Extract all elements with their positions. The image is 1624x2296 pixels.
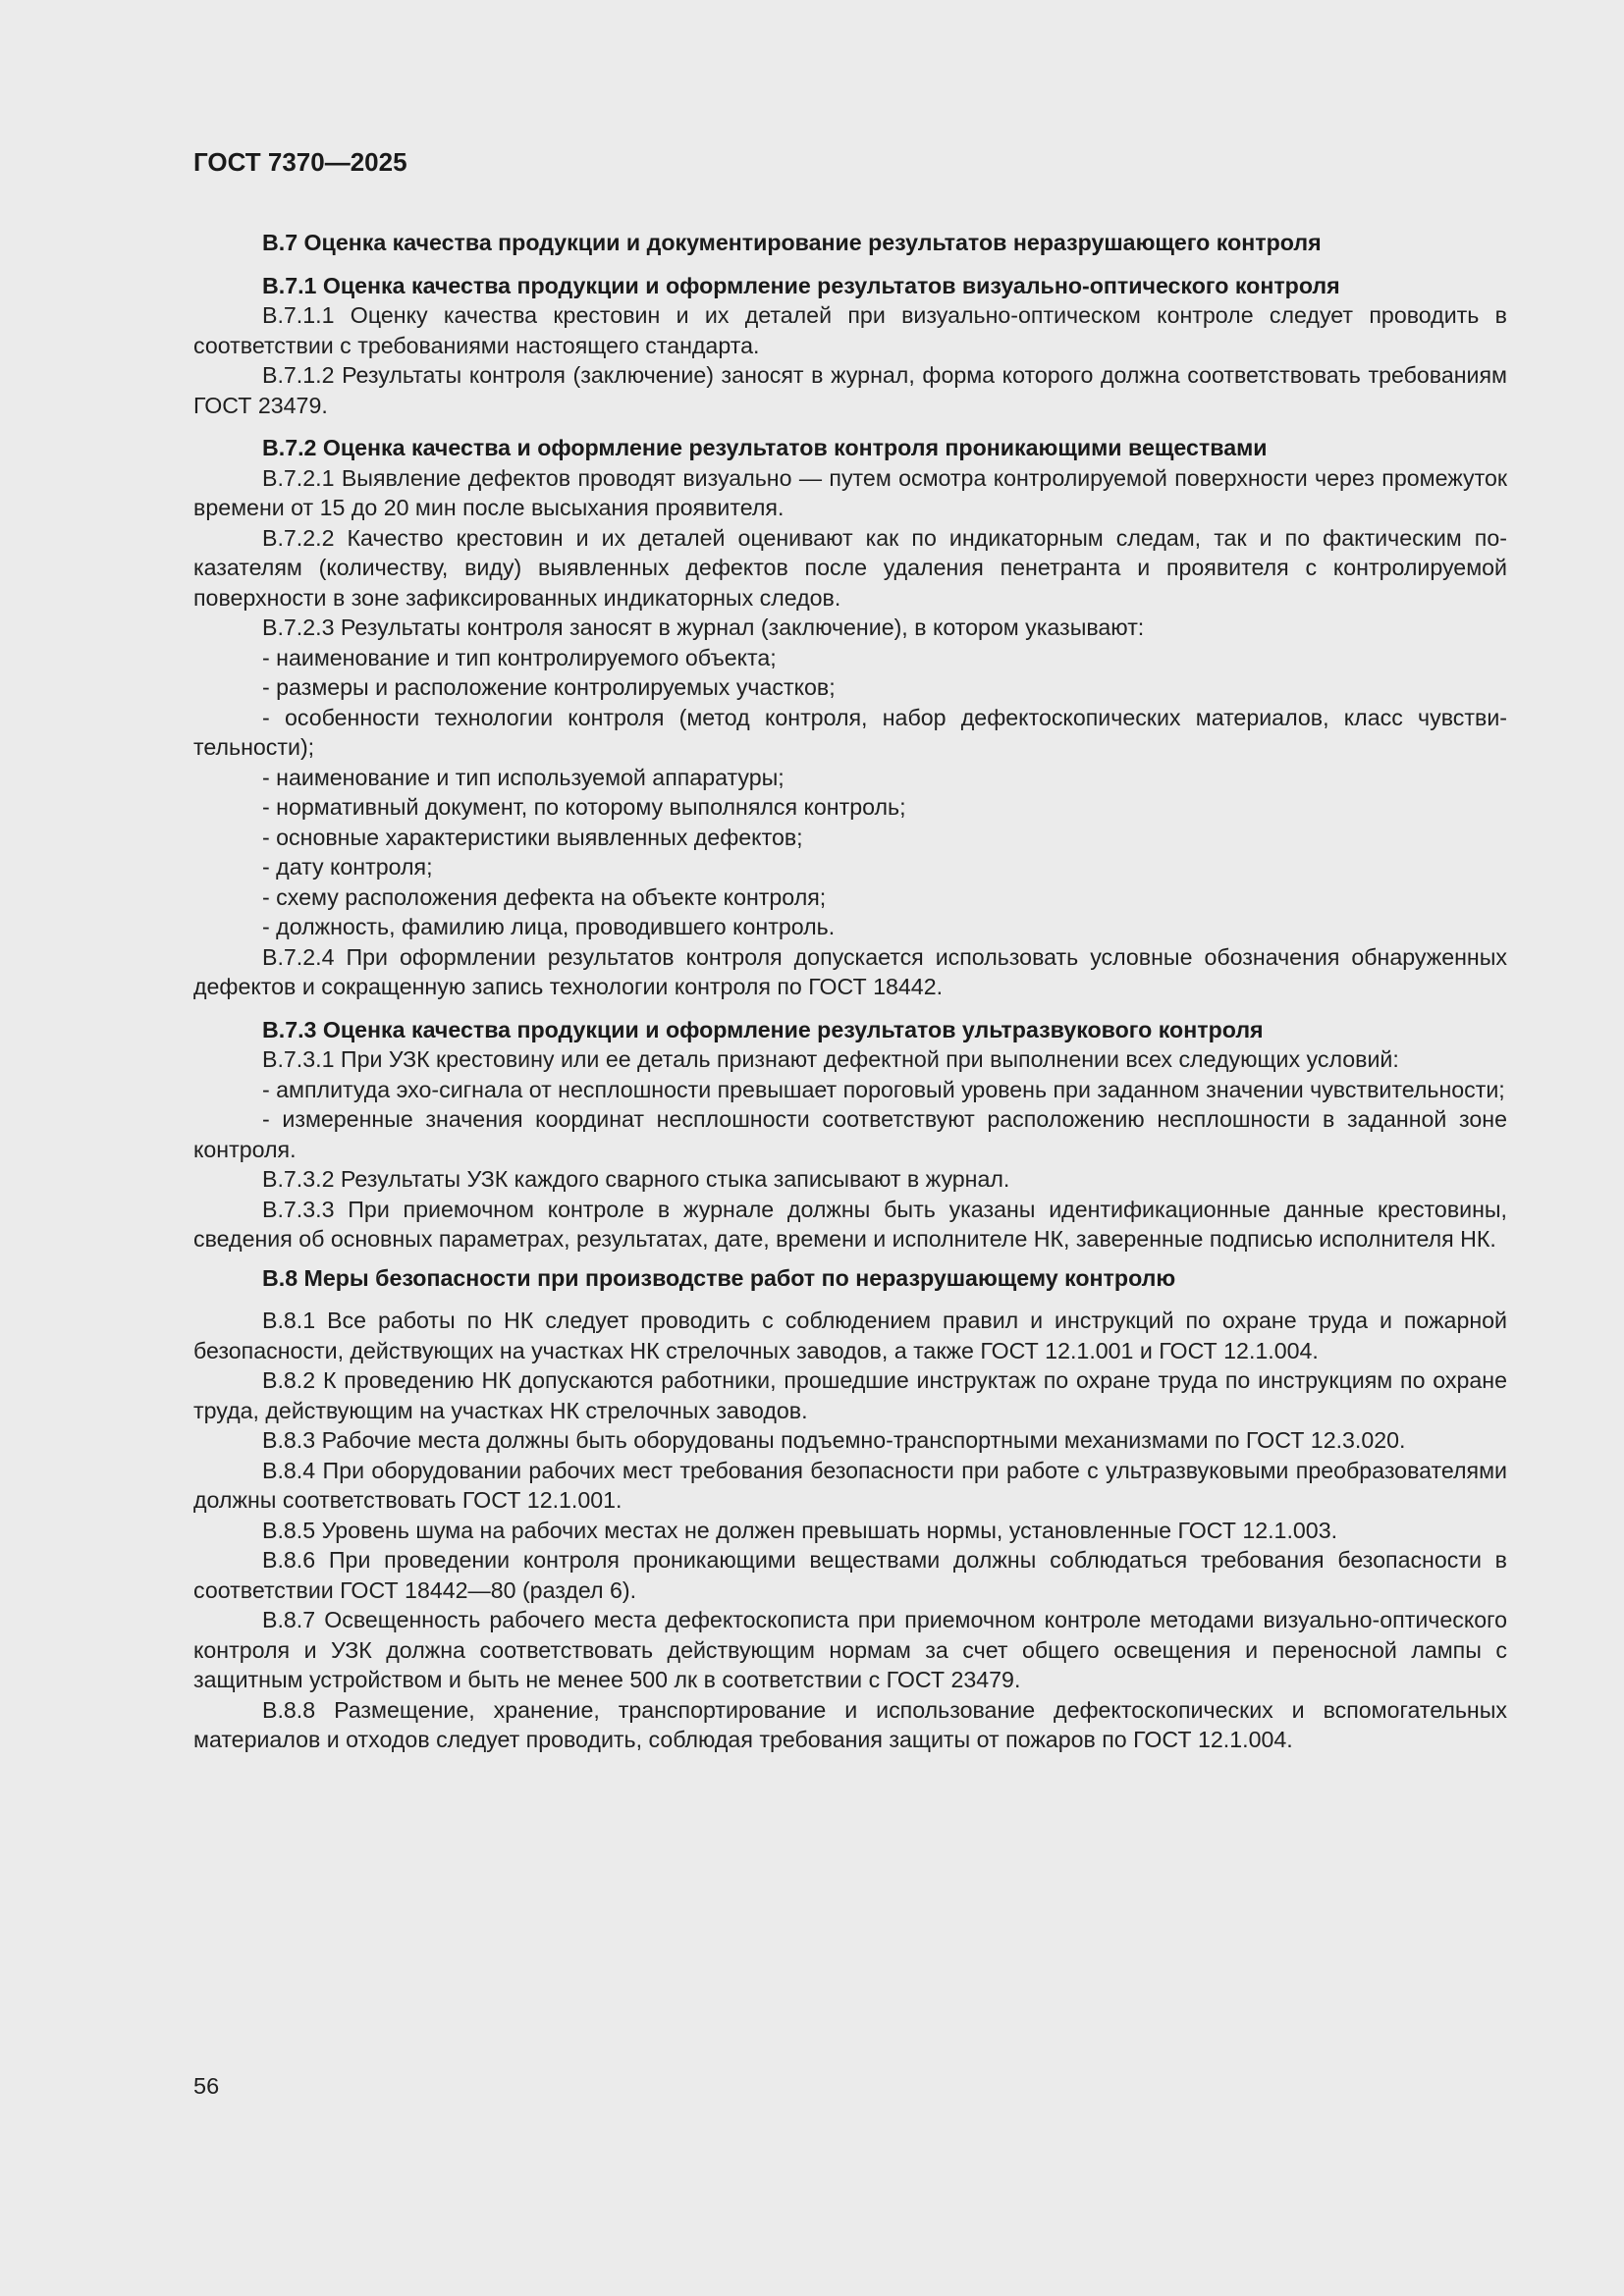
body-paragraph: В.7.2.2 Качество крестовин и их деталей оценивают как по индикаторным следам, так и по фактическим показателям (количеству, виду) выявленных дефектов после удаления пенетранта и проявителя с контролируемой поверхности в зоне зафиксированных индикаторных следов. <box>193 524 1507 611</box>
body-paragraph: В.7.3.1 При УЗК крестовину или ее деталь признают дефектной при выполнении всех следующих условий: <box>262 1046 1399 1072</box>
list-item: - измеренные значения координат несплошности соответствуют расположению несплошности в заданной зоне контроля. <box>193 1106 1507 1162</box>
body-paragraph: В.8.7 Освещенность рабочего места дефектоскописта при приемочном контроле методами визуально-оптического контроля и УЗК должна соответствовать действующим нормам за счет общего освещения и переносной лампы с защитным устройством и быть не менее 500 лк в соответствии с ГОСТ 23479. <box>193 1607 1507 1692</box>
list-item: - основные характеристики выявленных дефектов; <box>262 824 803 850</box>
list-item: - наименование и тип контролируемого объекта; <box>262 644 777 670</box>
body-paragraph: В.8.8 Размещение, хранение, транспортирование и использование дефектоскопических и вспомогательных материалов и отходов следует проводить, соблюдая требования защиты от пожаров по ГОСТ 12.1.004. <box>193 1696 1507 1752</box>
body-paragraph: В.7.2.3 Результаты контроля заносят в журнал (заключение), в котором указывают: <box>262 614 1145 640</box>
body-paragraph: В.7.2.4 При оформлении результатов контроля допускается использовать условные обозначения обнаруженных дефектов и сокращенную запись технологии контроля по ГОСТ 18442. <box>193 943 1507 999</box>
body-paragraph: В.8.3 Рабочие места должны быть оборудованы подъемно-транспортными механизмами по ГОСТ 12.3.020. <box>262 1427 1406 1453</box>
list-item: - наименование и тип используемой аппаратуры; <box>262 764 785 790</box>
section-heading: В.7.3 Оценка качества продукции и оформление результатов ультразвукового контроля <box>262 1016 1264 1042</box>
body-paragraph: В.7.3.3 При приемочном контроле в журнале должны быть указаны идентификационные данные крестовины, сведения об основных параметрах, результатах, дате, времени и исполнителе НК, заверенные подписью исполнителя НК. <box>193 1196 1507 1252</box>
list-item: - особенности технологии контроля (метод контроля, набор дефектоскопических материалов, класс чувствительности); <box>193 704 1507 760</box>
section-heading: В.7 Оценка качества продукции и документирование результатов неразрушающего контроля <box>262 230 1322 255</box>
document-header: ГОСТ 7370—2025 <box>193 147 407 177</box>
body-paragraph: В.8.2 К проведению НК допускаются работники, прошедшие инструктаж по охране труда по инструкциям по охране труда, действующим на участках НК стрелочных заводов. <box>193 1367 1507 1423</box>
section-heading: В.7.2 Оценка качества и оформление результатов контроля проникающими веществами <box>262 435 1268 460</box>
body-paragraph: В.7.1.1 Оценку качества крестовин и их деталей при визуально-оптическом контроле следует проводить в соответствии с требованиями настоящего стандарта. <box>193 302 1507 358</box>
body-paragraph: В.8.5 Уровень шума на рабочих местах не должен превышать нормы, установленные ГОСТ 12.1.003. <box>262 1517 1338 1543</box>
body-paragraph: В.8.4 При оборудовании рабочих мест требования безопасности при работе с ультразвуковыми преобразователями должны соответствовать ГОСТ 12.1.001. <box>193 1457 1507 1513</box>
list-item: - дату контроля; <box>262 854 433 880</box>
body-paragraph: В.8.6 При проведении контроля проникающими веществами должны соблюдаться требования безопасности в соответствии ГОСТ 18442—80 (раздел 6). <box>193 1547 1507 1603</box>
list-item: - амплитуда эхо-сигнала от несплошности превышает пороговый уровень при заданном значении чувствительности; <box>262 1076 1505 1102</box>
list-item: - нормативный документ, по которому выполнялся контроль; <box>262 794 906 820</box>
section-heading: В.7.1 Оценка качества продукции и оформление результатов визуально-оптического контроля <box>262 272 1340 298</box>
list-item: - размеры и расположение контролируемых участков; <box>262 674 836 700</box>
list-item: - должность, фамилию лица, проводившего контроль. <box>262 914 836 939</box>
body-paragraph: В.8.1 Все работы по НК следует проводить с соблюдением правил и инструкций по охране труда и пожарной безопасности, действующих на участках НК стрелочных заводов, а также ГОСТ 12.1.001 и ГОСТ 12.1.004. <box>193 1308 1507 1363</box>
body-paragraph: В.7.3.2 Результаты УЗК каждого сварного стыка записывают в журнал. <box>262 1166 1010 1192</box>
list-item: - схему расположения дефекта на объекте контроля; <box>262 883 827 910</box>
body-paragraph: В.7.2.1 Выявление дефектов проводят визуально — путем осмотра контролируемой поверхности через промежуток времени от 15 до 20 мин после высыхания проявителя. <box>193 464 1507 520</box>
page-number: 56 <box>193 2073 220 2099</box>
document-body <box>193 228 1507 1755</box>
section-heading: В.8 Меры безопасности при производстве работ по неразрушающему контролю <box>262 1264 1176 1291</box>
body-paragraph: В.7.1.2 Результаты контроля (заключение) заносят в журнал, форма которого должна соответствовать требованиям ГОСТ 23479. <box>193 362 1507 418</box>
